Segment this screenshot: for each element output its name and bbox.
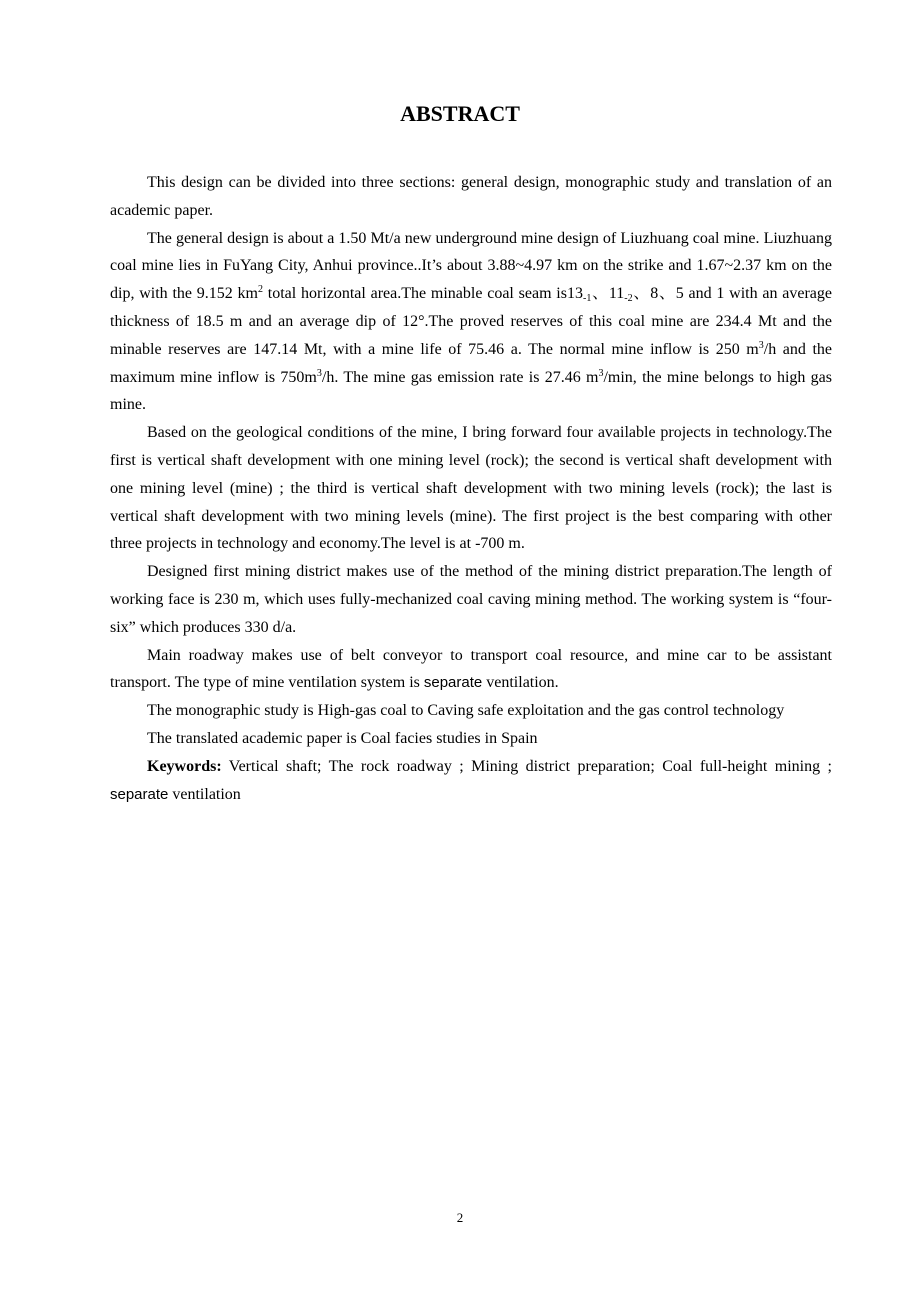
superscript: 2 (258, 284, 263, 296)
paragraph-general-design (110, 225, 832, 420)
paragraph-translated-paper: The translated academic paper is Coal facies studies in Spain (147, 729, 538, 747)
keywords-label: Keywords: (147, 757, 222, 775)
subscript: -1 (582, 293, 592, 305)
text-run: The general design is about a 1.50 Mt/a new underground mine design of Liuzhuang coal mine. Liuzhuang coal mine lies in FuYang City, Anhui province..It’s about 3.88~4.97 km on the strike and 1.67~2.37 km on the dip, with the 9.152 km (110, 229, 832, 303)
text-run: Vertical shaft; The rock roadway ; Mining district preparation; Coal full-height mining ; (221, 757, 832, 775)
text-run: Main roadway makes use of belt conveyor to transport coal resource, and mine car to be assistant transport. The type of mine ventilation system is (110, 646, 832, 692)
paragraph-projects: Based on the geological conditions of the mine, I bring forward four available projects in technology.The first is vertical shaft development with one mining level (rock); the second is vertical shaft development with one mining level (mine) ; the third is vertical shaft development with two mining levels (rock); the last is vertical shaft development with two mining levels (mine). The first project is the best comparing with other three projects in technology and economy.The level is at -700 m. (110, 424, 832, 553)
text-run: /h. The mine gas emission rate is 27.46 m (321, 368, 599, 386)
text-run: ventilation (168, 785, 241, 803)
abstract-body (110, 169, 832, 808)
text-run-sans: separate (423, 674, 483, 692)
text-run: /min, the mine belongs to high gas mine. (110, 368, 833, 414)
text-run: /h and the maximum mine inflow is 750m (110, 340, 833, 386)
paragraph-mining-district: Designed first mining district makes use of the method of the mining district preparation.The length of working face is 230 m, which uses fully-mechanized coal caving mining method. The working system is “four-six” which produces 330 d/a. (110, 563, 832, 636)
subscript: -2 (624, 293, 633, 305)
text-run: ventilation. (482, 674, 559, 692)
text-run-sans: separate (110, 785, 169, 803)
superscript: 3 (598, 367, 604, 379)
superscript: 3 (758, 339, 764, 351)
text-run: 、11 (591, 285, 625, 303)
paragraph-monographic-study: The monographic study is High-gas coal to Caving safe exploitation and the gas control technology (147, 702, 785, 720)
text-run: total horizontal area.The minable coal seam is13 (263, 285, 583, 303)
superscript: 3 (316, 367, 322, 379)
paragraph-transport (110, 642, 832, 698)
page-number: 2 (456, 1210, 464, 1225)
page-title: ABSTRACT (400, 101, 520, 126)
paragraph-sections: This design can be divided into three sections: general design, monographic study and translation of an academic paper. (110, 174, 832, 219)
paragraph-keywords (110, 753, 832, 809)
text-run: 、8、5 and 1 with an average thickness of 18.5 m and an average dip of 12°.The proved reserves of this coal mine are 234.4 Mt and the minable reserves are 147.14 Mt, with a mine life of 75.46 a. The normal mine inflow is 250 m (110, 285, 833, 358)
